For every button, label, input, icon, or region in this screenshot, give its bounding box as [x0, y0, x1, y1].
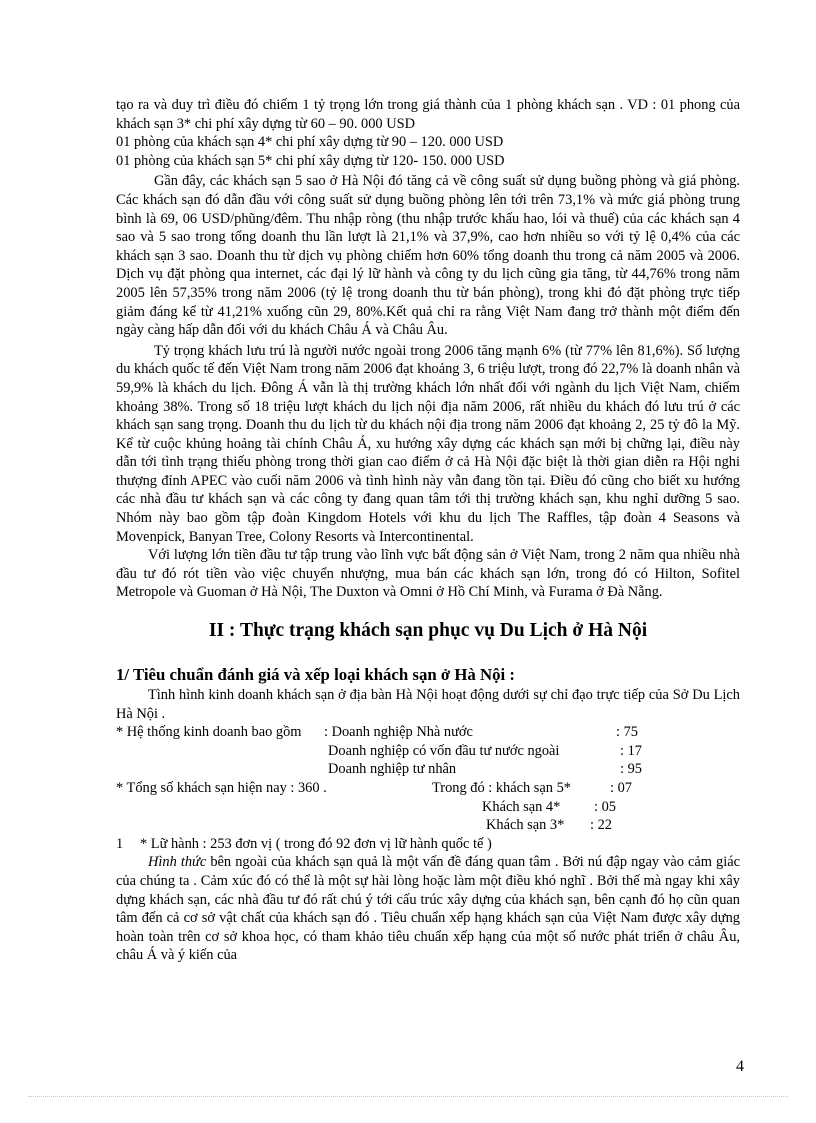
hotel-class-count: : 22	[590, 817, 612, 834]
business-type-count: : 75	[616, 724, 638, 741]
page-number: 4	[736, 1058, 744, 1075]
hotel-class-name: Trong đó : khách sạn 5*	[432, 780, 571, 796]
intro-text: tạo ra và duy trì điều đó chiếm 1 tỷ trọng lớn trong giá thành của 1 phòng khách sạn . VD : 01 phong của khách sạn 3* chi phí xây dựng từ 60 – 90. 000 USD	[116, 97, 740, 132]
list-row	[116, 760, 740, 779]
list-row	[116, 742, 740, 761]
list-row	[116, 816, 740, 835]
list-row	[116, 798, 740, 817]
hotel-class-name: Khách sạn 4*	[482, 798, 561, 815]
hotel-total-label: * Tổng số khách sạn hiện nay : 360 .	[116, 780, 327, 796]
list-number: 1	[116, 835, 124, 852]
business-type-name: Doanh nghiệp tư nhân	[328, 761, 457, 778]
paragraph-investment: Với lượng lớn tiền đầu tư tập trung vào lĩnh vực bất động sản ở Việt Nam, trong 2 năm qua nhiều nhà đầu tư đó rót tiền vào việc chuyển nhượng, mua bán các khách sạn lớn, trong đó có Hilton, Sofitel Metropole và Guoman ở Hà Nội, The Duxton và Omni ở Hồ Chí Minh, và Furama ở Đà Nẵng.	[116, 547, 740, 601]
business-system-list	[116, 723, 740, 779]
business-type-count: : 95	[620, 761, 642, 778]
paragraph-business-situation: Tình hình kinh doanh khách sạn ở địa bàn Hà Nội hoạt động dưới sự chỉ đạo trực tiếp của Sở Du Lịch Hà Nội .	[116, 687, 740, 722]
business-type-name: : Doanh nghiệp Nhà nước	[324, 724, 473, 741]
hotel-count-list	[116, 779, 740, 835]
page-content	[116, 96, 740, 965]
business-type-count: : 17	[620, 742, 642, 759]
list-row	[116, 779, 740, 798]
hotel-class-count: : 07	[610, 780, 632, 796]
paragraph-hotel-performance: Gần đây, các khách sạn 5 sao ở Hà Nội đó tăng cả về công suất sử dụng buồng phòng và giá phòng. Các khách sạn đó dẫn đầu với công suất sử dụng buồng phòng lên tới trên 73,1% và mức giá phòng trung bình là 69, 06 USD/phũng/đêm. Thu nhập ròng (thu nhập trước khấu hao, lói và thuế) của các khách sạn 4 sao và 5 sao trong tổng doanh thu lần lượt là 21,1% và 37,9%, cao hơn nhiều so với tỷ lệ 0,4% của các khách sạn 3 sao. Doanh thu từ dịch vụ phòng chiếm hơn 60% tổng doanh thu trong cả năm 2005 và 2006. Dịch vụ đặt phòng qua internet, các đại lý lữ hành và công ty du lịch cũng gia tăng, từ 44,76% trong năm 2005 lên 57,35% trong năm 2006 (tỷ lệ trong doanh thu từ bán phòng), trong khi đó đặt phòng trực tiếp giảm đáng kể từ 41,21% xuống cũn 29, 80%.Kết quả chỉ ra rằng Việt Nam đang trở thành một điểm đến ngày càng hấp dẫn đối với du khách Châu Á và Châu Âu.	[116, 173, 740, 339]
emphasis-lead: Hình thức	[148, 854, 207, 871]
travel-agency-text: * Lữ hành : 253 đơn vị ( trong đó 92 đơn vị lữ hành quốc tế )	[140, 835, 492, 852]
hotel-class-count: : 05	[594, 798, 616, 815]
business-type-name: Doanh nghiệp có vốn đầu tư nước ngoài	[328, 742, 560, 759]
section-heading: II : Thực trạng khách sạn phục vụ Du Lịch ở Hà Nội	[208, 620, 648, 642]
paragraph-hotel-appearance	[116, 853, 740, 965]
travel-agency-line	[116, 835, 740, 854]
hotel-class-name: Khách sạn 3*	[486, 817, 565, 834]
list-row	[116, 723, 740, 742]
intro-line-4star: 01 phòng của khách sạn 4* chi phí xây dựng từ 90 – 120. 000 USD	[116, 134, 504, 151]
paragraph-body: bên ngoài của khách sạn quả là một vấn đề đáng quan tâm . Bởi nú đập ngay vào cảm giác của chúng ta . Cảm xúc đó có thể là một sự hài lòng hoặc làm một điều khó nghĩ . Bởi thế mà ngay khi xây dựng khách sạn, các nhà đầu tư đó rất chú ý tới cấu trúc xây dựng của khách sạn, bên cạnh đó họ cũn quan tâm đến cả cơ sở vật chất của khách sạn đó . Tiêu chuẩn xếp hạng khách sạn của Việt Nam được xây dựng hoàn toàn trên cơ sở khoa học, có tham khảo tiêu chuẩn xếp hạng của một số nước phát triển ở châu Âu, châu Á và ý kiến của	[116, 854, 740, 964]
business-system-label: * Hệ thống kinh doanh bao gồm	[116, 724, 302, 741]
footer-divider	[28, 1096, 788, 1097]
subsection-heading: 1/ Tiêu chuẩn đánh giá và xếp loại khách sạn ở Hà Nội :	[116, 665, 515, 685]
intro-line-5star: 01 phòng của khách sạn 5* chi phí xây dựng từ 120- 150. 000 USD	[116, 152, 505, 169]
paragraph-foreign-guests: Tỷ trọng khách lưu trú là người nước ngoài trong 2006 tăng mạnh 6% (từ 77% lên 81,6%). Số lượng du khách quốc tế đến Việt Nam trong năm 2006 đạt khoảng 3, 6 triệu lượt, trong đó 22,7% là doanh nhân và 59,9% là khách du lịch. Đông Á vẫn là thị trường khách lớn nhất đối với ngành du lịch Việt Nam, chiếm khoảng 38%. Trong số 18 triệu lượt khách du lịch nội địa năm 2006, rất nhiều du khách đó lưu trú ở các khách sạn sang trọng. Doanh thu du lịch từ du khách nội địa trong năm 2006 đạt khoảng 2, 25 tỷ đô la Mỹ. Kể từ cuộc khủng hoảng tài chính Châu Á, xu hướng xây dựng các khách sạn mới bị chững lại, điều này dẫn tới tình trạng thiếu phòng trong thời gian cao điểm ở cả Hà Nội đặc biệt là thời gian diễn ra Hội nghi thượng đỉnh APEC vào cuối năm 2006 và tình hình này vẫn đang tồn tại. Điều đó cũng cho biết xu hướng các nhà đầu tư khách sạn và các công ty đang quan tâm tới thị trường khách sạn, khu nghỉ dưỡng 5 sao. Nhóm này bao gồm tập đoàn Kingdom Hotels với khu du lịch The Raffles, tập đoàn 4 Seasons và Movenpick, Banyan Tree, Colony Resorts và Intercontinental.	[116, 342, 740, 545]
